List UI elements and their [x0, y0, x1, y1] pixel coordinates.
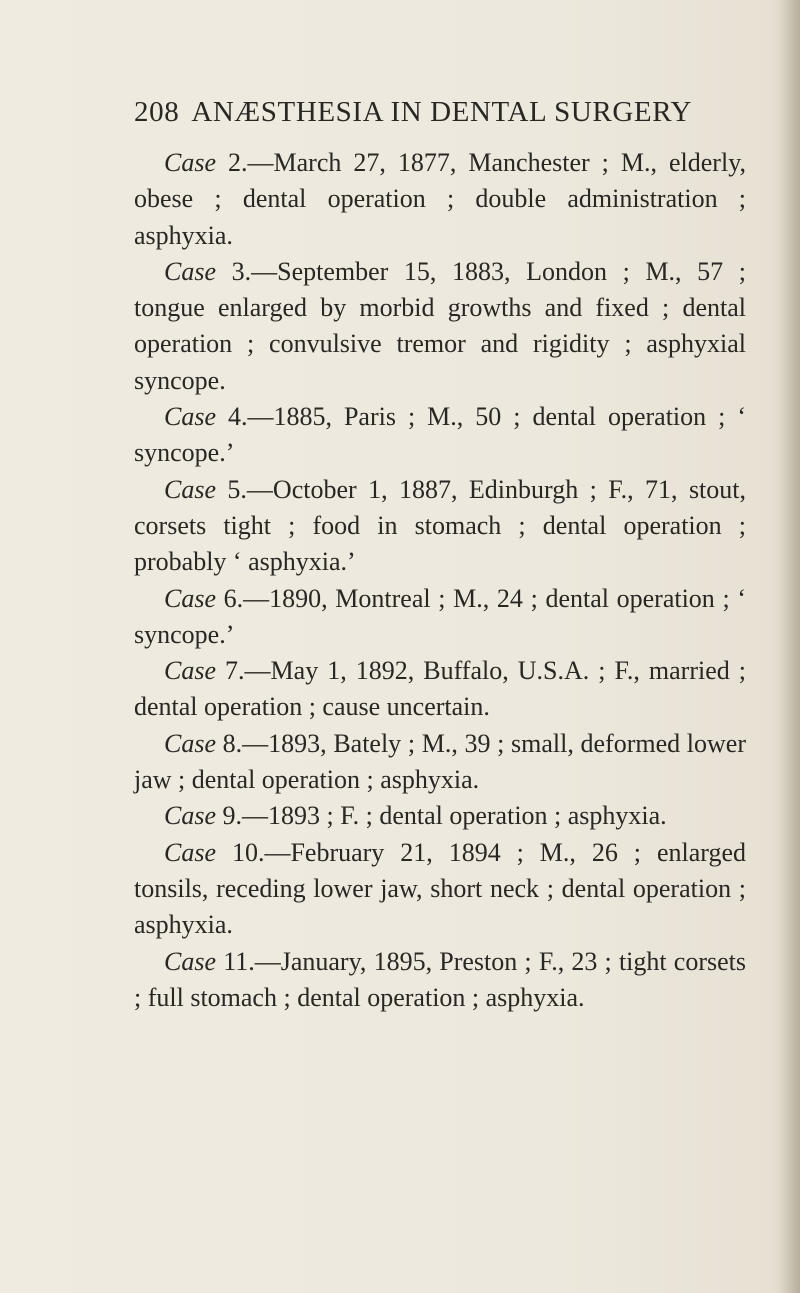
- page-edge-shadow: [778, 0, 800, 1293]
- case-label: Case: [164, 402, 216, 432]
- case-text: —May 1, 1892, Buffalo, U.S.A. ; F., married ; dental operation ; cause uncertain.: [134, 656, 747, 722]
- case-label: Case: [164, 728, 216, 758]
- case-entry-8: [134, 726, 746, 799]
- case-number: 9.: [222, 801, 242, 831]
- case-label: Case: [164, 837, 216, 867]
- case-label: Case: [164, 583, 216, 613]
- running-title: ANÆSTHESIA IN DENTAL SURGERY: [191, 96, 693, 128]
- case-label: Case: [164, 474, 216, 504]
- case-number: 11.: [223, 946, 255, 976]
- case-number: 5.: [227, 474, 247, 504]
- running-head: [134, 96, 744, 129]
- case-list: [134, 145, 746, 1016]
- case-entry-7: [134, 653, 746, 726]
- case-text: —1893 ; F. ; dental operation ; asphyxia.: [242, 801, 667, 831]
- case-entry-10: [134, 835, 746, 944]
- case-number: 3.: [231, 256, 252, 286]
- case-text: —1893, Bately ; M., 39 ; small, deformed lower jaw ; dental operation ; asphyxia.: [134, 728, 746, 795]
- case-number: 4.: [227, 402, 248, 432]
- case-entry-3: [134, 254, 746, 399]
- case-text: —January, 1895, Preston ; F., 23 ; tight corsets ; full stomach ; dental operation ; asphyxia.: [134, 946, 746, 1012]
- case-entry-11: [134, 944, 746, 1017]
- case-number: 10.: [231, 837, 265, 867]
- case-number: 8.: [222, 728, 243, 758]
- case-text: —October 1, 1887, Edinburgh ; F., 71, stout, corsets tight ; food in stomach ; dental operation ; probably ‘ asphyxia.’: [134, 474, 747, 577]
- case-label: Case: [164, 656, 216, 686]
- case-text: —1885, Paris ; M., 50 ; dental operation ; ‘ syncope.’: [134, 402, 746, 468]
- case-entry-4: [134, 399, 746, 472]
- page-number: 208: [134, 96, 180, 128]
- case-entry-6: [134, 581, 746, 654]
- case-entry-2: [134, 145, 746, 254]
- case-text: —1890, Montreal ; M., 24 ; dental operation ; ‘ syncope.’: [134, 583, 746, 649]
- case-text: —March 27, 1877, Manchester ; M., elderly, obese ; dental operation ; double administration ; asphyxia.: [134, 148, 747, 250]
- case-text: —February 21, 1894 ; M., 26 ; enlarged tonsils, receding lower jaw, short neck ; dental operation ; asphyxia.: [134, 837, 746, 940]
- case-entry-9: [134, 798, 746, 834]
- case-text: —September 15, 1883, London ; M., 57 ; tongue enlarged by morbid growths and fixed ; dental operation ; convulsive tremor and rigidity ; asphyxial syncope.: [134, 256, 746, 395]
- case-label: Case: [164, 946, 216, 976]
- case-number: 7.: [225, 656, 245, 686]
- case-label: Case: [164, 801, 216, 831]
- case-label: Case: [164, 256, 216, 286]
- case-entry-5: [134, 472, 746, 581]
- case-label: Case: [164, 148, 216, 177]
- case-number: 2.: [228, 148, 248, 177]
- case-number: 6.: [223, 583, 244, 613]
